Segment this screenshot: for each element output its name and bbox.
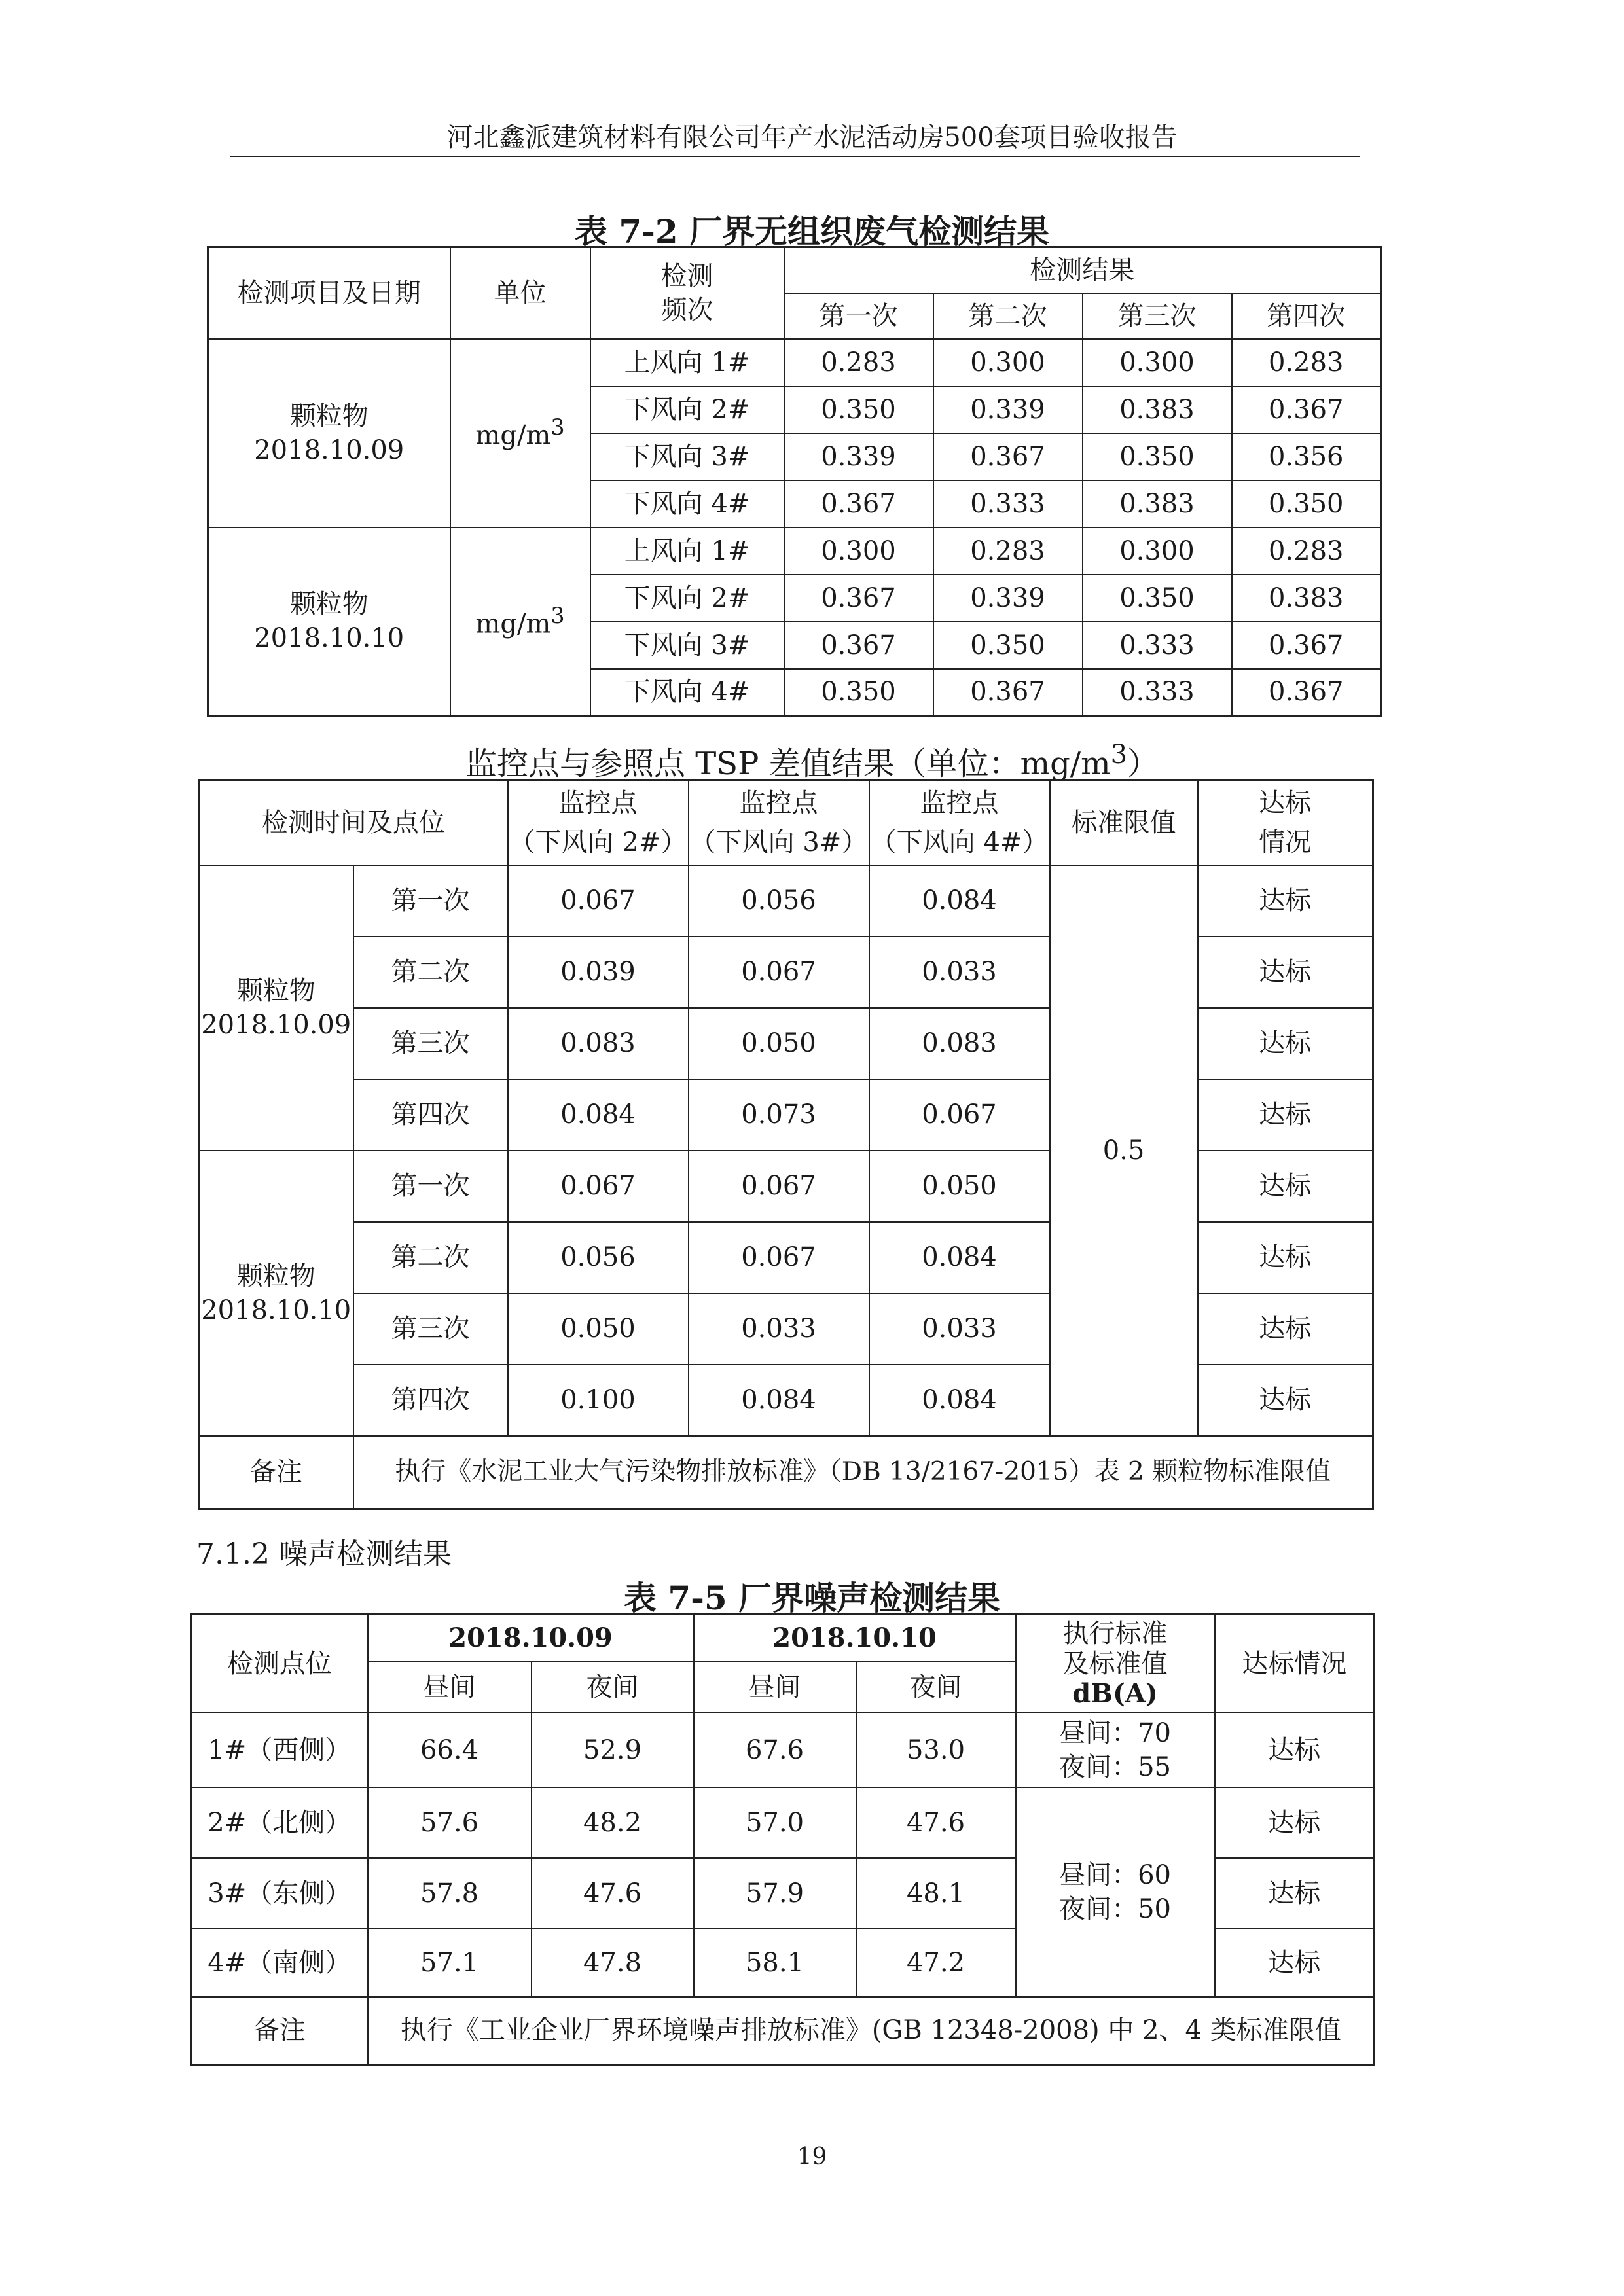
value-cell: 0.283 bbox=[1232, 528, 1381, 575]
col-header-monitor-4 bbox=[869, 780, 1050, 865]
value-cell: 0.050 bbox=[689, 1008, 869, 1079]
value-cell: 0.339 bbox=[933, 575, 1083, 622]
value-cell: 0.033 bbox=[869, 937, 1050, 1008]
col-header-results: 检测结果 bbox=[784, 247, 1381, 293]
value-cell: 0.056 bbox=[508, 1222, 689, 1293]
table-row bbox=[208, 339, 1381, 386]
status-cell: 达标 bbox=[1215, 1713, 1375, 1787]
value-cell: 0.367 bbox=[933, 433, 1083, 480]
value-cell: 0.084 bbox=[869, 865, 1050, 937]
standard-cell bbox=[1016, 1787, 1215, 1997]
value-cell: 0.100 bbox=[508, 1365, 689, 1436]
value-cell: 0.050 bbox=[508, 1293, 689, 1365]
value-cell: 58.1 bbox=[694, 1929, 856, 1997]
value-cell: 0.283 bbox=[784, 339, 933, 386]
standard-day: 昼间：60 bbox=[1059, 1859, 1171, 1890]
section-title: 7.1.2 噪声检测结果 bbox=[196, 1537, 452, 1571]
value-cell: 0.033 bbox=[689, 1293, 869, 1365]
standard-night: 夜间：55 bbox=[1059, 1751, 1171, 1782]
tsp-caption-sup: 3 bbox=[1110, 740, 1128, 770]
value-cell: 48.2 bbox=[532, 1787, 694, 1858]
col-header-round: 第一次 bbox=[784, 293, 933, 339]
value-cell: 0.350 bbox=[1083, 433, 1232, 480]
freq-line2: 频次 bbox=[660, 295, 713, 325]
point-cell: 3#（东侧） bbox=[191, 1858, 368, 1929]
value-cell: 57.8 bbox=[368, 1858, 532, 1929]
table-row bbox=[191, 1787, 1375, 1858]
point-cell: 上风向 1# bbox=[590, 528, 784, 575]
point-cell: 下风向 3# bbox=[590, 433, 784, 480]
point-cell: 下风向 3# bbox=[590, 622, 784, 669]
status-cell: 达标 bbox=[1215, 1858, 1375, 1929]
value-cell: 0.383 bbox=[1083, 386, 1232, 433]
status-cell: 达标 bbox=[1198, 1293, 1373, 1365]
monitor-line1: 监控点 bbox=[558, 787, 638, 818]
value-cell: 57.9 bbox=[694, 1858, 856, 1929]
header-divider bbox=[230, 156, 1360, 157]
limit-value-cell: 0.5 bbox=[1050, 865, 1198, 1436]
value-cell: 47.6 bbox=[532, 1858, 694, 1929]
col-header-limit: 标准限值 bbox=[1050, 780, 1198, 865]
value-cell: 0.067 bbox=[689, 1222, 869, 1293]
round-cell: 第二次 bbox=[353, 1222, 508, 1293]
value-cell: 67.6 bbox=[694, 1713, 856, 1787]
col-header-monitor-2 bbox=[508, 780, 689, 865]
value-cell: 0.350 bbox=[1232, 480, 1381, 528]
note-row bbox=[199, 1436, 1373, 1509]
value-cell: 0.367 bbox=[784, 622, 933, 669]
value-cell: 0.350 bbox=[1083, 575, 1232, 622]
status-cell: 达标 bbox=[1215, 1787, 1375, 1858]
standard-day: 昼间：70 bbox=[1059, 1717, 1171, 1748]
col-header-point: 检测点位 bbox=[191, 1615, 368, 1713]
value-cell: 0.067 bbox=[869, 1079, 1050, 1151]
col-header-day: 昼间 bbox=[694, 1662, 856, 1713]
group-name: 颗粒物 bbox=[236, 1261, 316, 1291]
value-cell: 0.350 bbox=[784, 386, 933, 433]
col-header-date2: 2018.10.10 bbox=[694, 1615, 1016, 1662]
group-date: 2018.10.10 bbox=[201, 1295, 352, 1325]
value-cell: 0.367 bbox=[784, 480, 933, 528]
value-cell: 57.1 bbox=[368, 1929, 532, 1997]
table-7-5-caption: 表 7-5 厂界噪声检测结果 bbox=[623, 1579, 1001, 1617]
status-cell: 达标 bbox=[1198, 865, 1373, 937]
value-cell: 0.356 bbox=[1232, 433, 1381, 480]
note-text: 执行《水泥工业大气污染物排放标准》（DB 13/2167-2015）表 2 颗粒物标准限值 bbox=[353, 1436, 1373, 1509]
standard-night: 夜间：50 bbox=[1059, 1893, 1171, 1924]
point-cell: 下风向 4# bbox=[590, 480, 784, 528]
point-cell: 下风向 2# bbox=[590, 575, 784, 622]
round-cell: 第一次 bbox=[353, 865, 508, 937]
note-row bbox=[191, 1997, 1375, 2065]
group-date-cell bbox=[199, 1151, 353, 1436]
col-header-unit: 单位 bbox=[450, 247, 590, 339]
value-cell: 47.2 bbox=[856, 1929, 1016, 1997]
group-date-cell bbox=[199, 865, 353, 1151]
status-cell: 达标 bbox=[1215, 1929, 1375, 1997]
group-name: 颗粒物 bbox=[236, 975, 316, 1006]
value-cell: 0.333 bbox=[1083, 669, 1232, 716]
point-cell: 下风向 4# bbox=[590, 669, 784, 716]
tsp-caption-end: ） bbox=[1127, 745, 1159, 782]
value-cell: 53.0 bbox=[856, 1713, 1016, 1787]
value-cell: 0.083 bbox=[508, 1008, 689, 1079]
unit-cell bbox=[450, 528, 590, 716]
freq-line1: 检测 bbox=[660, 260, 713, 291]
col-header-night: 夜间 bbox=[856, 1662, 1016, 1713]
value-cell: 0.333 bbox=[1083, 622, 1232, 669]
note-label: 备注 bbox=[191, 1997, 368, 2065]
status-cell: 达标 bbox=[1198, 1365, 1373, 1436]
value-cell: 0.067 bbox=[689, 1151, 869, 1222]
value-cell: 0.367 bbox=[784, 575, 933, 622]
value-cell: 47.8 bbox=[532, 1929, 694, 1997]
unit-base: mg/m bbox=[475, 420, 551, 451]
status-cell: 达标 bbox=[1198, 1008, 1373, 1079]
value-cell: 0.300 bbox=[1083, 528, 1232, 575]
status-line1: 达标 bbox=[1259, 787, 1312, 818]
col-header-round: 第三次 bbox=[1083, 293, 1232, 339]
standard-line3: dB(A) bbox=[1072, 1677, 1158, 1709]
round-cell: 第三次 bbox=[353, 1008, 508, 1079]
point-cell: 下风向 2# bbox=[590, 386, 784, 433]
col-header-standard bbox=[1016, 1615, 1215, 1713]
table-7-2 bbox=[207, 246, 1382, 717]
value-cell: 0.350 bbox=[933, 622, 1083, 669]
unit-cell bbox=[450, 339, 590, 528]
monitor-line2: （下风向 4#） bbox=[870, 827, 1049, 857]
value-cell: 0.367 bbox=[1232, 669, 1381, 716]
table-7-2-caption: 表 7-2 厂界无组织废气检测结果 bbox=[574, 212, 1050, 251]
report-header-title: 河北鑫派建筑材料有限公司年产水泥活动房500套项目验收报告 bbox=[446, 122, 1178, 152]
item-date: 2018.10.09 bbox=[254, 435, 405, 465]
monitor-line1: 监控点 bbox=[739, 787, 818, 818]
monitor-line1: 监控点 bbox=[920, 787, 999, 818]
value-cell: 0.084 bbox=[869, 1222, 1050, 1293]
unit-sup: 3 bbox=[550, 603, 565, 629]
round-cell: 第一次 bbox=[353, 1151, 508, 1222]
value-cell: 0.300 bbox=[933, 339, 1083, 386]
value-cell: 52.9 bbox=[532, 1713, 694, 1787]
table-7-5 bbox=[190, 1613, 1375, 2066]
value-cell: 57.0 bbox=[694, 1787, 856, 1858]
col-header-item: 检测项目及日期 bbox=[208, 247, 450, 339]
value-cell: 0.084 bbox=[508, 1079, 689, 1151]
value-cell: 0.056 bbox=[689, 865, 869, 937]
value-cell: 0.367 bbox=[1232, 622, 1381, 669]
col-header-night: 夜间 bbox=[532, 1662, 694, 1713]
item-date: 2018.10.10 bbox=[254, 623, 405, 654]
standard-line1: 执行标准 bbox=[1062, 1618, 1168, 1649]
status-line2: 情况 bbox=[1259, 827, 1312, 857]
note-text: 执行《工业企业厂界环境噪声排放标准》(GB 12348-2008) 中 2、4 类标准限值 bbox=[368, 1997, 1375, 2065]
col-header-day: 昼间 bbox=[368, 1662, 532, 1713]
value-cell: 0.339 bbox=[933, 386, 1083, 433]
unit-base: mg/m bbox=[475, 609, 551, 639]
note-label: 备注 bbox=[199, 1436, 353, 1509]
value-cell: 0.073 bbox=[689, 1079, 869, 1151]
value-cell: 0.033 bbox=[869, 1293, 1050, 1365]
value-cell: 0.383 bbox=[1232, 575, 1381, 622]
monitor-line2: （下风向 2#） bbox=[509, 827, 687, 857]
standard-cell bbox=[1016, 1713, 1215, 1787]
value-cell: 0.333 bbox=[933, 480, 1083, 528]
value-cell: 0.383 bbox=[1083, 480, 1232, 528]
value-cell: 66.4 bbox=[368, 1713, 532, 1787]
round-cell: 第四次 bbox=[353, 1079, 508, 1151]
value-cell: 0.067 bbox=[508, 1151, 689, 1222]
col-header-status bbox=[1198, 780, 1373, 865]
value-cell: 57.6 bbox=[368, 1787, 532, 1858]
point-cell: 4#（南侧） bbox=[191, 1929, 368, 1997]
col-header-time-point: 检测时间及点位 bbox=[199, 780, 508, 865]
value-cell: 0.050 bbox=[869, 1151, 1050, 1222]
value-cell: 0.067 bbox=[689, 937, 869, 1008]
tsp-caption-base: 监控点与参照点 TSP 差值结果（单位：mg/m bbox=[465, 745, 1111, 782]
group-date: 2018.10.09 bbox=[201, 1009, 352, 1040]
unit-sup: 3 bbox=[550, 414, 565, 440]
value-cell: 0.300 bbox=[1083, 339, 1232, 386]
item-date-cell bbox=[208, 339, 450, 528]
item-name: 颗粒物 bbox=[289, 589, 369, 620]
round-cell: 第二次 bbox=[353, 937, 508, 1008]
status-cell: 达标 bbox=[1198, 1222, 1373, 1293]
status-cell: 达标 bbox=[1198, 1151, 1373, 1222]
point-cell: 2#（北侧） bbox=[191, 1787, 368, 1858]
value-cell: 0.283 bbox=[933, 528, 1083, 575]
col-header-monitor-3 bbox=[689, 780, 869, 865]
value-cell: 0.039 bbox=[508, 937, 689, 1008]
table-row bbox=[208, 528, 1381, 575]
value-cell: 0.350 bbox=[784, 669, 933, 716]
status-cell: 达标 bbox=[1198, 1079, 1373, 1151]
tsp-diff-table bbox=[198, 779, 1374, 1510]
col-header-round: 第四次 bbox=[1232, 293, 1381, 339]
value-cell: 0.084 bbox=[689, 1365, 869, 1436]
tsp-diff-caption bbox=[0, 738, 1624, 783]
point-cell: 上风向 1# bbox=[590, 339, 784, 386]
status-cell: 达标 bbox=[1198, 937, 1373, 1008]
col-header-round: 第二次 bbox=[933, 293, 1083, 339]
value-cell: 0.083 bbox=[869, 1008, 1050, 1079]
standard-line2: 及标准值 bbox=[1062, 1648, 1168, 1679]
value-cell: 0.339 bbox=[784, 433, 933, 480]
item-date-cell bbox=[208, 528, 450, 716]
round-cell: 第四次 bbox=[353, 1365, 508, 1436]
value-cell: 0.283 bbox=[1232, 339, 1381, 386]
col-header-status: 达标情况 bbox=[1215, 1615, 1375, 1713]
table-row bbox=[191, 1713, 1375, 1787]
point-cell: 1#（西侧） bbox=[191, 1713, 368, 1787]
page-number: 19 bbox=[797, 2144, 827, 2170]
monitor-line2: （下风向 3#） bbox=[689, 827, 868, 857]
col-header-date1: 2018.10.09 bbox=[368, 1615, 694, 1662]
col-header-frequency bbox=[590, 247, 784, 339]
value-cell: 0.367 bbox=[933, 669, 1083, 716]
table-row bbox=[199, 865, 1373, 937]
item-name: 颗粒物 bbox=[289, 401, 369, 431]
value-cell: 47.6 bbox=[856, 1787, 1016, 1858]
value-cell: 0.367 bbox=[1232, 386, 1381, 433]
value-cell: 0.067 bbox=[508, 865, 689, 937]
value-cell: 0.300 bbox=[784, 528, 933, 575]
round-cell: 第三次 bbox=[353, 1293, 508, 1365]
value-cell: 48.1 bbox=[856, 1858, 1016, 1929]
value-cell: 0.084 bbox=[869, 1365, 1050, 1436]
